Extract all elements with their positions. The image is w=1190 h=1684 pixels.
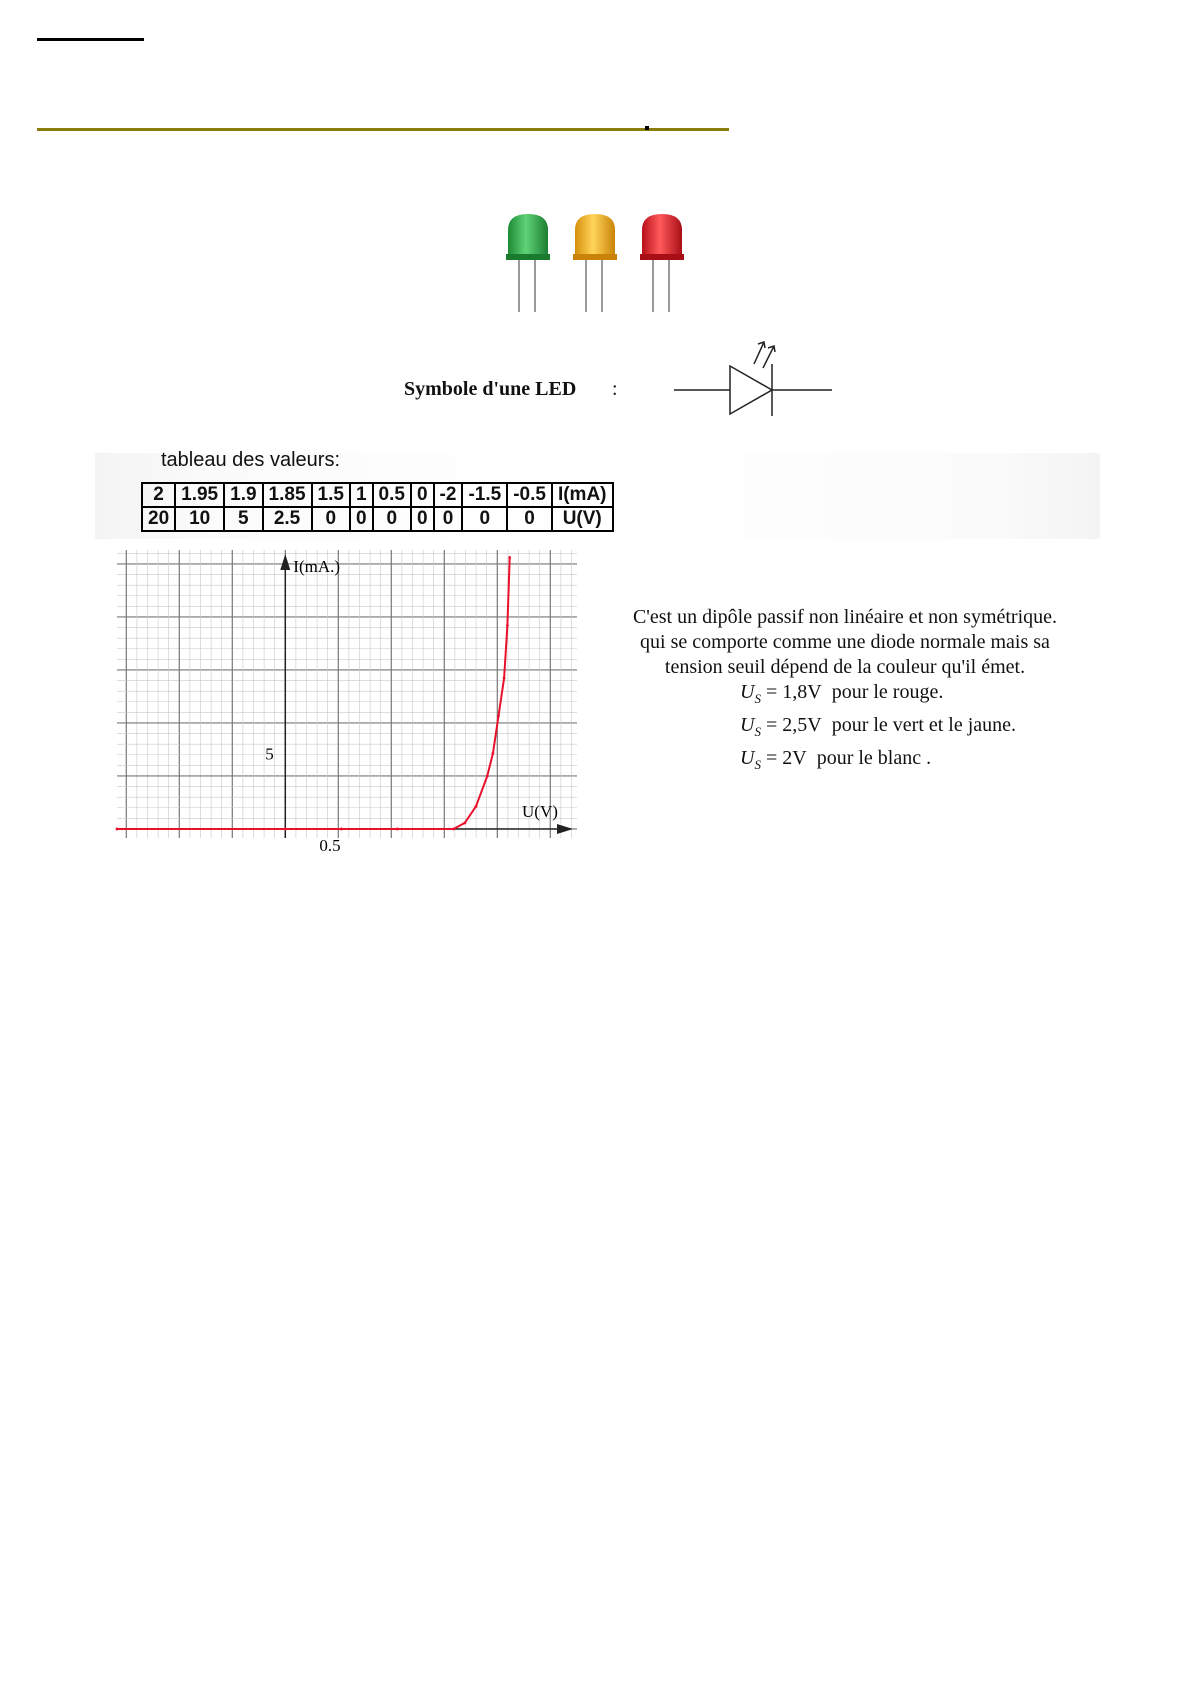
values-table <box>141 482 614 532</box>
symbol-label: Symbole d'une LED <box>404 378 577 400</box>
table-cell: 1 <box>350 483 373 507</box>
y-axis <box>280 554 290 838</box>
threshold-value: = 2,5V <box>760 714 822 736</box>
table-cell: 1.5 <box>312 483 350 507</box>
data-point <box>340 828 343 831</box>
table-cell: -2 <box>434 483 463 507</box>
table-cell: 0 <box>373 507 411 531</box>
table-cell: U(V) <box>552 507 613 531</box>
data-point <box>506 624 509 627</box>
table-cell: 1.85 <box>263 483 312 507</box>
data-point <box>396 828 399 831</box>
threshold-white <box>740 747 931 773</box>
description-line: C'est un dipôle passif non linéaire et non symétrique. <box>632 606 1058 628</box>
table-cell: 0 <box>411 507 434 531</box>
led-green <box>506 214 550 312</box>
threshold-value: = 1,8V <box>760 681 822 703</box>
table-cell: 1.95 <box>175 483 224 507</box>
table-title: tableau des valeurs: <box>161 449 341 471</box>
threshold-sub: S <box>754 724 761 739</box>
threshold-symbol: U <box>740 681 755 703</box>
threshold-symbol: U <box>740 714 755 736</box>
data-point <box>491 752 494 755</box>
header-rule-short <box>37 38 144 41</box>
y-axis-label: I(mA.) <box>293 557 341 576</box>
threshold-symbol: U <box>740 747 755 769</box>
threshold-red <box>740 681 943 707</box>
table-cell: 0 <box>507 507 552 531</box>
table-cell: 10 <box>175 507 224 531</box>
table-cell: 0 <box>312 507 350 531</box>
description-line: tension seuil dépend de la couleur qu'il émet. <box>664 656 1026 678</box>
threshold-text: pour le blanc . <box>816 747 932 769</box>
table-cell: 5 <box>224 507 262 531</box>
table-cell: 1.9 <box>224 483 262 507</box>
table-cell: 2.5 <box>263 507 312 531</box>
y-axis-arrow <box>280 554 290 570</box>
data-point <box>475 805 478 808</box>
data-point <box>284 828 287 831</box>
curve-points <box>116 556 511 830</box>
table-cell: 0.5 <box>373 483 411 507</box>
header-rule-long <box>37 128 729 131</box>
data-point <box>452 828 455 831</box>
led-red <box>640 214 684 312</box>
table-cell: 20 <box>142 507 175 531</box>
data-point <box>497 714 500 717</box>
led-photo <box>506 212 696 312</box>
description-block <box>610 605 1080 680</box>
y-tick-label: 5 <box>265 744 274 764</box>
threshold-sub: S <box>754 757 761 772</box>
table-cell: 0 <box>411 483 434 507</box>
threshold-text: pour le vert et le jaune. <box>831 714 1017 736</box>
table-cell: I(mA) <box>552 483 613 507</box>
table-cell: 0 <box>434 507 463 531</box>
led-yellow <box>573 214 617 312</box>
table-cell: -1.5 <box>462 483 507 507</box>
table-cell: 2 <box>142 483 175 507</box>
iv-characteristic-chart <box>117 550 577 855</box>
threshold-value: = 2V <box>760 747 807 769</box>
threshold-text: pour le rouge. <box>831 681 944 703</box>
data-point <box>116 828 119 831</box>
x-axis-label: U(V) <box>522 801 558 821</box>
data-point <box>463 822 466 825</box>
threshold-green-yellow <box>740 714 1016 740</box>
data-point <box>508 556 511 559</box>
data-point <box>503 677 506 680</box>
data-point <box>486 775 489 778</box>
threshold-sub: S <box>754 691 761 706</box>
x-tick-label: 0.5 <box>319 835 341 855</box>
led-symbol-icon <box>668 334 838 420</box>
description-line: qui se comporte comme une diode normale mais sa <box>640 631 1050 653</box>
rule-marker <box>645 126 649 130</box>
table-cell: 0 <box>350 507 373 531</box>
symbol-colon: : <box>612 378 618 400</box>
table-cell: 0 <box>462 507 507 531</box>
series-line <box>117 558 510 830</box>
table-row-current <box>142 483 613 507</box>
table-cell: -0.5 <box>507 483 552 507</box>
x-axis-arrow <box>557 824 573 834</box>
table-row-voltage <box>142 507 613 531</box>
